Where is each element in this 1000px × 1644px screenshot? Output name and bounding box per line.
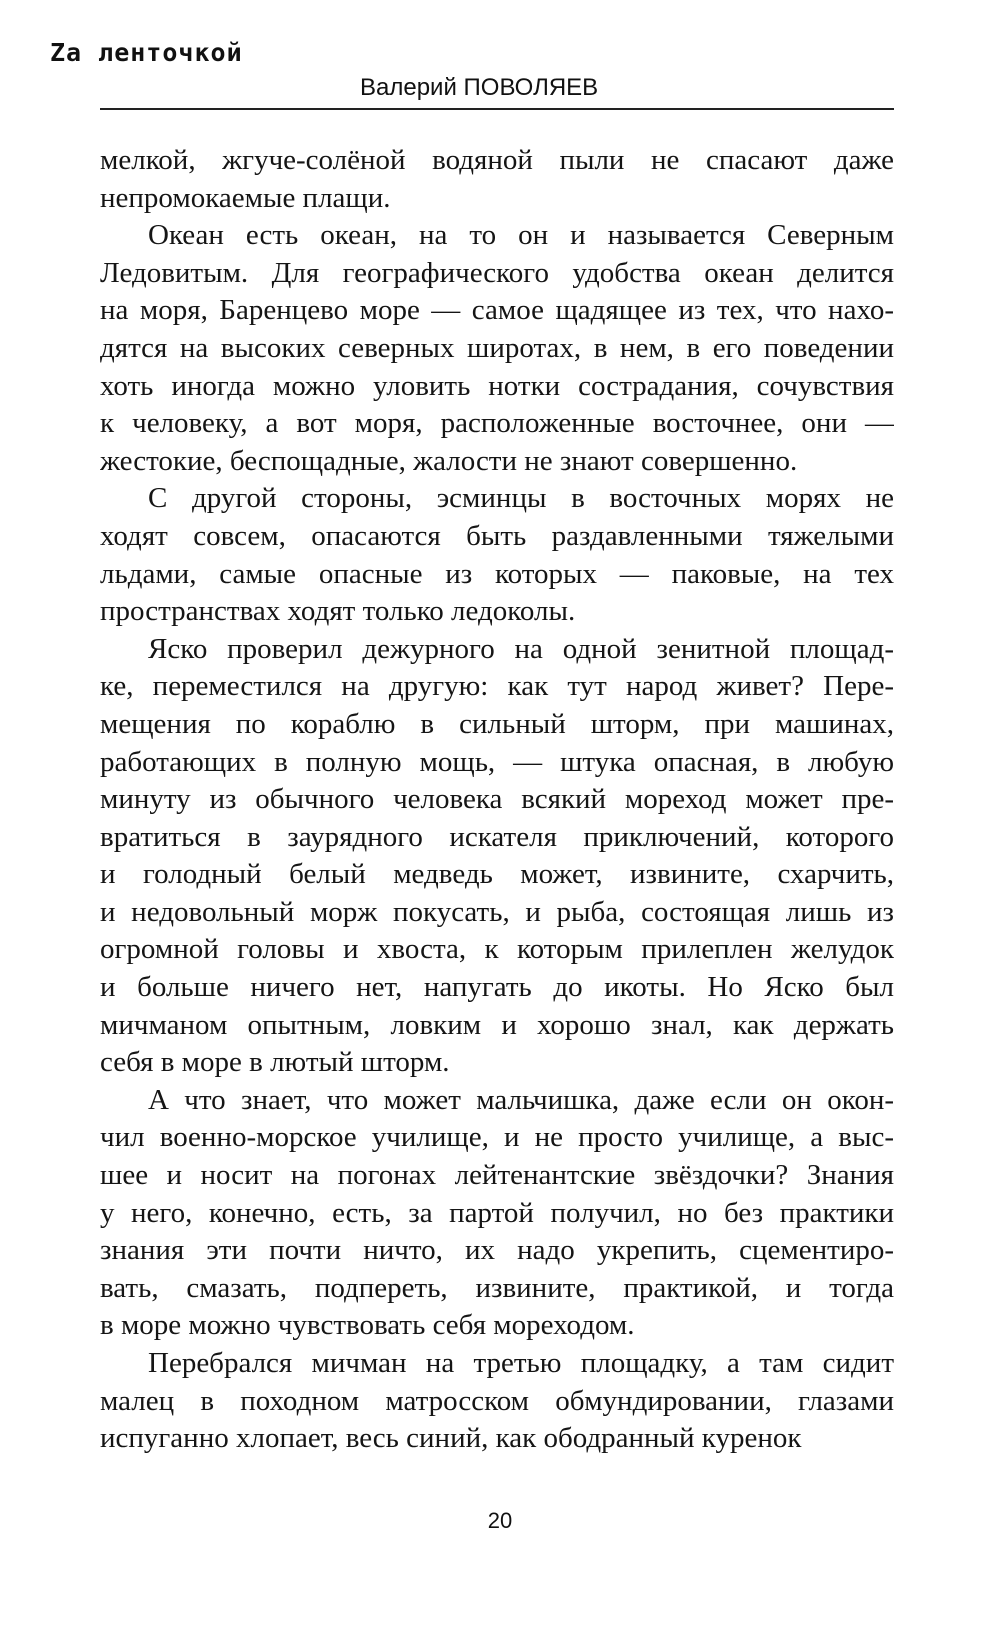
- paragraph: [100, 480, 894, 630]
- text-line: Яско проверил дежурного на одной зенитной площад-: [148, 632, 894, 665]
- text-line: Перебрался мичман на третью площадку, а там сидит: [148, 1347, 894, 1379]
- text-line: и недовольный морж покусать, и рыба, состоящая лишь из: [100, 895, 894, 928]
- text-line: огромной головы и хвоста, к которым прилеплен желудок: [100, 933, 894, 966]
- text-line: вать, смазать, подпереть, извините, практикой, и тогда: [100, 1271, 894, 1304]
- text-line: в море можно чувствовать себя мореходом.: [100, 1309, 635, 1342]
- text-line: и голодный белый медведь может, извините, схарчить,: [100, 858, 894, 891]
- text-line: на моря, Баренцево море — самое щадящее из тех, что нахо-: [100, 294, 894, 327]
- paragraph: [100, 217, 894, 480]
- paragraph: [100, 631, 894, 1082]
- text-line: минуту из обычного человека всякий мореход может пре-: [100, 783, 894, 816]
- header-divider: [100, 108, 894, 110]
- text-line: себя в море в лютый шторм.: [100, 1046, 450, 1079]
- text-line: у него, конечно, есть, за партой получил, но без практики: [100, 1196, 894, 1229]
- page-number: 20: [487, 1508, 513, 1533]
- paragraph: [100, 1082, 894, 1345]
- text-line: жестокие, беспощадные, жалости не знают совершенно.: [100, 444, 798, 477]
- text-line: пространствах ходят только ледоколы.: [100, 595, 576, 628]
- text-line: мичманом опытным, ловким и хорошо знал, как держать: [100, 1008, 894, 1041]
- paragraph: [100, 142, 894, 217]
- text-line: малец в походном матросском обмундировании, глазами: [100, 1384, 894, 1417]
- text-line: ке, переместился на другую: как тут народ живет? Пере-: [100, 670, 894, 703]
- text-line: вратиться в заурядного искателя приключений, которого: [100, 820, 894, 853]
- author-name: Валерий ПОВОЛЯЕВ: [360, 74, 599, 101]
- text-line: ходят совсем, опасаются быть раздавленными тяжелыми: [100, 519, 894, 552]
- text-line: знания эти почти ничто, их надо укрепить, сцементиро-: [100, 1234, 894, 1267]
- text-line: льдами, самые опасные из которых — паковые, на тех: [100, 557, 894, 590]
- text-line: мелкой, жгуче-солёной водяной пыли не спасают даже: [100, 144, 894, 176]
- series-title: Zа ленточкой: [50, 38, 243, 67]
- text-line: работающих в полную мощь, — штука опасная, в любую: [100, 745, 894, 778]
- text-line: Ледовитым. Для географического удобства океан делится: [100, 256, 894, 289]
- text-line: шее и носит на погонах лейтенантские звёздочки? Знания: [100, 1159, 894, 1192]
- text-line: к человеку, а вот моря, расположенные восточнее, они —: [100, 407, 894, 440]
- paragraph: [100, 1345, 894, 1458]
- text-line: хоть иногда можно уловить нотки сострадания, сочувствия: [100, 369, 894, 402]
- text-line: испуганно хлопает, весь синий, как ободранный куренок: [100, 1422, 802, 1455]
- text-line: непромокаемые плащи.: [100, 181, 391, 214]
- text-line: мещения по кораблю в сильный шторм, при машинах,: [100, 707, 894, 740]
- text-line: Океан есть океан, на то он и называется Северным: [148, 219, 894, 252]
- body-text: [100, 142, 894, 1458]
- text-line: дятся на высоких северных широтах, в нем, в его поведении: [100, 331, 894, 364]
- text-line: С другой стороны, эсминцы в восточных морях не: [148, 482, 894, 515]
- text-line: чил военно-морское училище, и не просто училище, а выс-: [100, 1121, 894, 1154]
- text-line: и больше ничего нет, напугать до икоты. Но Яско был: [100, 971, 894, 1004]
- text-line: А что знает, что может мальчишка, даже если он окон-: [148, 1083, 894, 1116]
